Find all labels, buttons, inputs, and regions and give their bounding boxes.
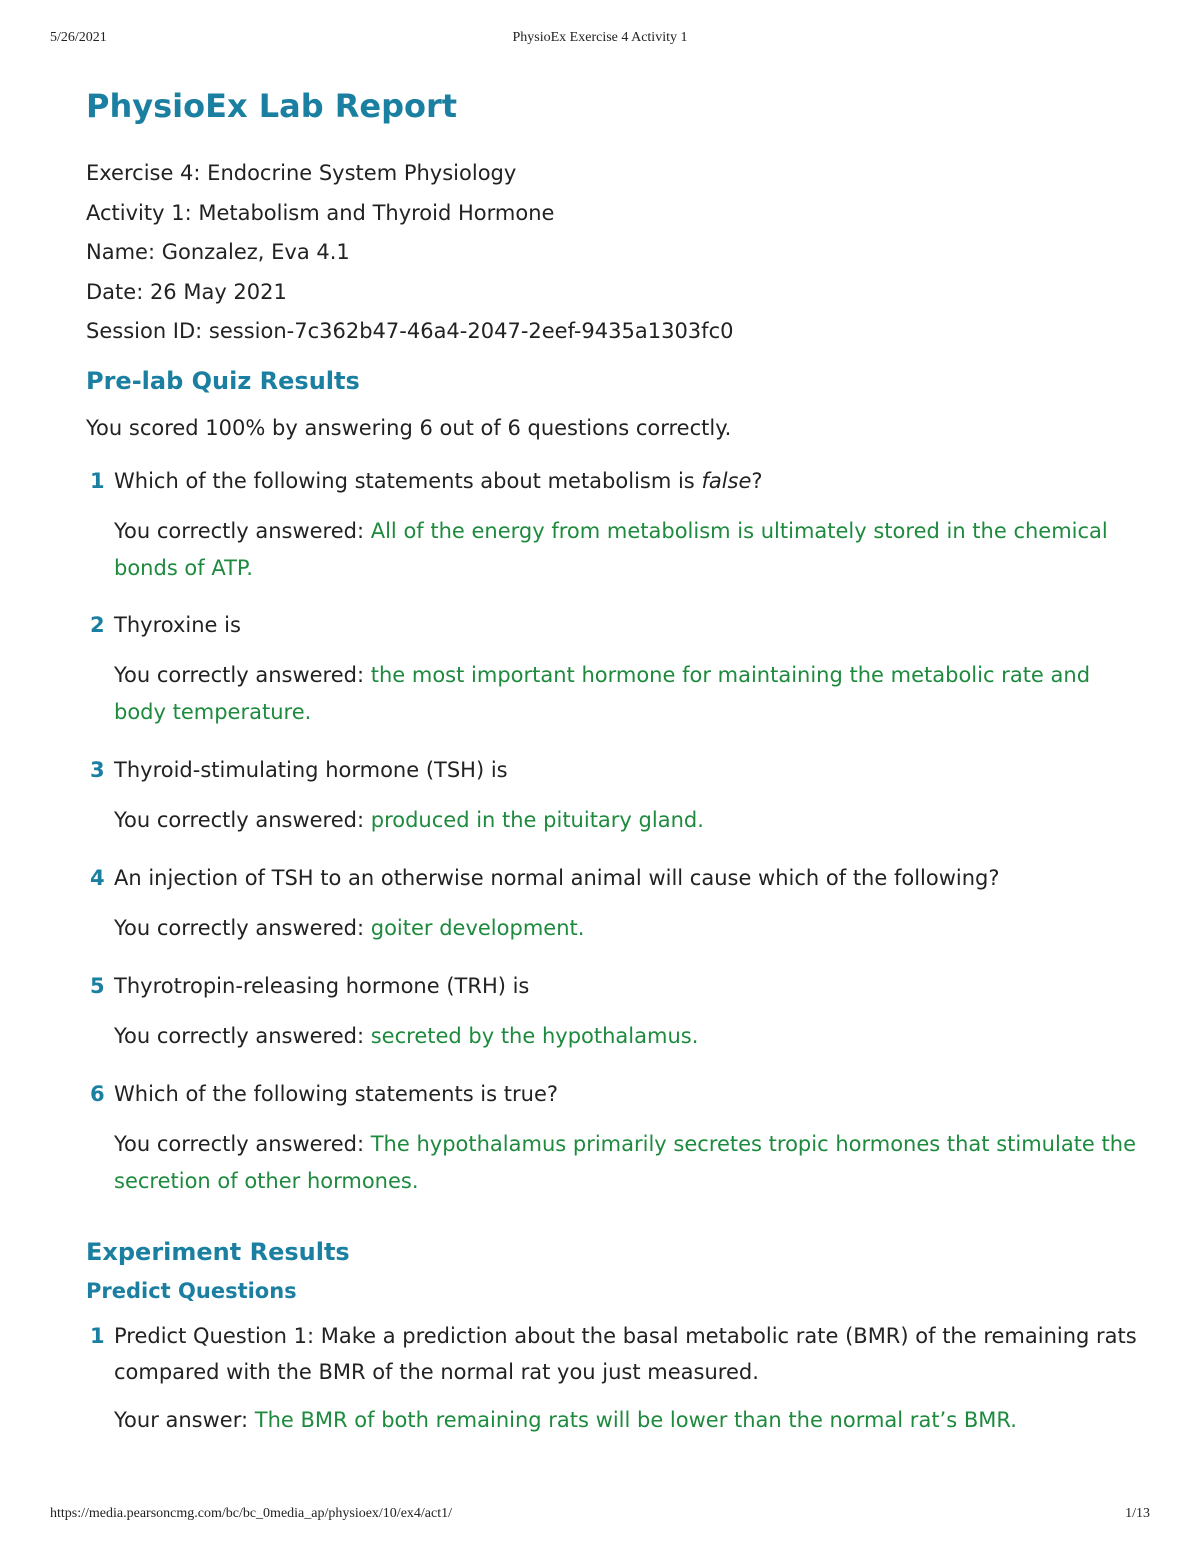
question-number: 5 xyxy=(90,973,105,998)
report-title: PhysioEx Lab Report xyxy=(86,87,458,125)
page-number: 1/13 xyxy=(1125,1506,1150,1521)
answer-prefix: You correctly answered: xyxy=(114,1131,371,1156)
prelab-heading: Pre-lab Quiz Results xyxy=(86,366,360,395)
question-text-end: ? xyxy=(751,468,763,493)
print-page-title: PhysioEx Exercise 4 Activity 1 xyxy=(512,30,688,45)
activity-line: Activity 1: Metabolism and Thyroid Hormone xyxy=(86,200,555,225)
report-date: Date: 26 May 2021 xyxy=(86,279,287,304)
answer-text: The BMR of both remaining rats will be lower than the normal rat’s BMR. xyxy=(254,1407,1017,1432)
quiz-answer-3 xyxy=(86,802,1146,839)
answer-text: produced in the pituitary gland. xyxy=(370,807,704,832)
answer-prefix: You correctly answered: xyxy=(114,807,371,832)
print-date: 5/26/2021 xyxy=(50,30,107,45)
lab-report xyxy=(86,84,1146,1439)
experiment-heading: Experiment Results xyxy=(86,1237,350,1266)
question-number: 3 xyxy=(90,757,105,782)
question-text: Thyroid-stimulating hormone (TSH) is xyxy=(114,757,508,782)
quiz-answer-1 xyxy=(86,513,1146,587)
page-url: https://media.pearsoncmg.com/bc/bc_0media_ap/physioex/10/ex4/act1/ xyxy=(50,1506,453,1521)
question-number: 6 xyxy=(90,1081,105,1106)
quiz-question-1 xyxy=(86,463,1146,499)
question-number: 4 xyxy=(90,865,105,890)
quiz-answer-5 xyxy=(86,1018,1146,1055)
quiz-question-6 xyxy=(86,1076,1146,1112)
answer-text: the most important hormone for maintaining the metabolic rate and body temperature. xyxy=(114,662,1091,724)
predict-answer-1 xyxy=(86,1402,1146,1439)
report-meta xyxy=(86,154,1146,352)
question-text: Which of the following statements about metabolism is xyxy=(114,468,702,493)
answer-text: All of the energy from metabolism is ultimately stored in the chemical bonds of ATP. xyxy=(114,518,1108,580)
question-text: Thyrotropin-releasing hormone (TRH) is xyxy=(114,973,530,998)
quiz-answer-6 xyxy=(86,1126,1146,1200)
quiz-answer-4 xyxy=(86,910,1146,947)
answer-prefix: You correctly answered: xyxy=(114,518,371,543)
quiz-question-3 xyxy=(86,752,1146,788)
quiz-question-2 xyxy=(86,607,1146,643)
question-number: 1 xyxy=(90,468,105,493)
answer-prefix: You correctly answered: xyxy=(114,915,371,940)
answer-text: The hypothalamus primarily secretes tropic hormones that stimulate the secretion of other hormones. xyxy=(114,1131,1136,1193)
quiz-answer-2 xyxy=(86,657,1146,731)
exercise-line: Exercise 4: Endocrine System Physiology xyxy=(86,161,517,185)
print-header xyxy=(50,30,1150,50)
question-text: An injection of TSH to an otherwise normal animal will cause which of the following? xyxy=(114,865,1000,890)
question-emphasis: false xyxy=(701,468,752,493)
answer-prefix: You correctly answered: xyxy=(114,1023,371,1048)
prelab-score: You scored 100% by answering 6 out of 6 questions correctly. xyxy=(86,415,732,440)
answer-prefix: Your answer: xyxy=(114,1407,255,1432)
question-text: Which of the following statements is true? xyxy=(114,1081,559,1106)
quiz-question-5 xyxy=(86,968,1146,1004)
print-footer xyxy=(50,1506,1150,1526)
question-text: Thyroxine is xyxy=(114,612,241,637)
answer-prefix: You correctly answered: xyxy=(114,662,371,687)
student-name: Name: Gonzalez, Eva 4.1 xyxy=(86,240,350,264)
question-text: Predict Question 1: Make a prediction about the basal metabolic rate (BMR) of the remaining rats compared with the BMR of the normal rat you just measured. xyxy=(114,1323,1137,1384)
session-id: Session ID: session-7c362b47-46a4-2047-2eef-9435a1303fc0 xyxy=(86,319,734,343)
predict-questions-heading: Predict Questions xyxy=(86,1278,297,1303)
answer-text: secreted by the hypothalamus. xyxy=(370,1023,699,1048)
answer-text: goiter development. xyxy=(370,915,585,940)
question-number: 1 xyxy=(90,1323,105,1348)
predict-question-1 xyxy=(86,1318,1146,1390)
question-number: 2 xyxy=(90,612,105,637)
quiz-question-4 xyxy=(86,860,1146,896)
